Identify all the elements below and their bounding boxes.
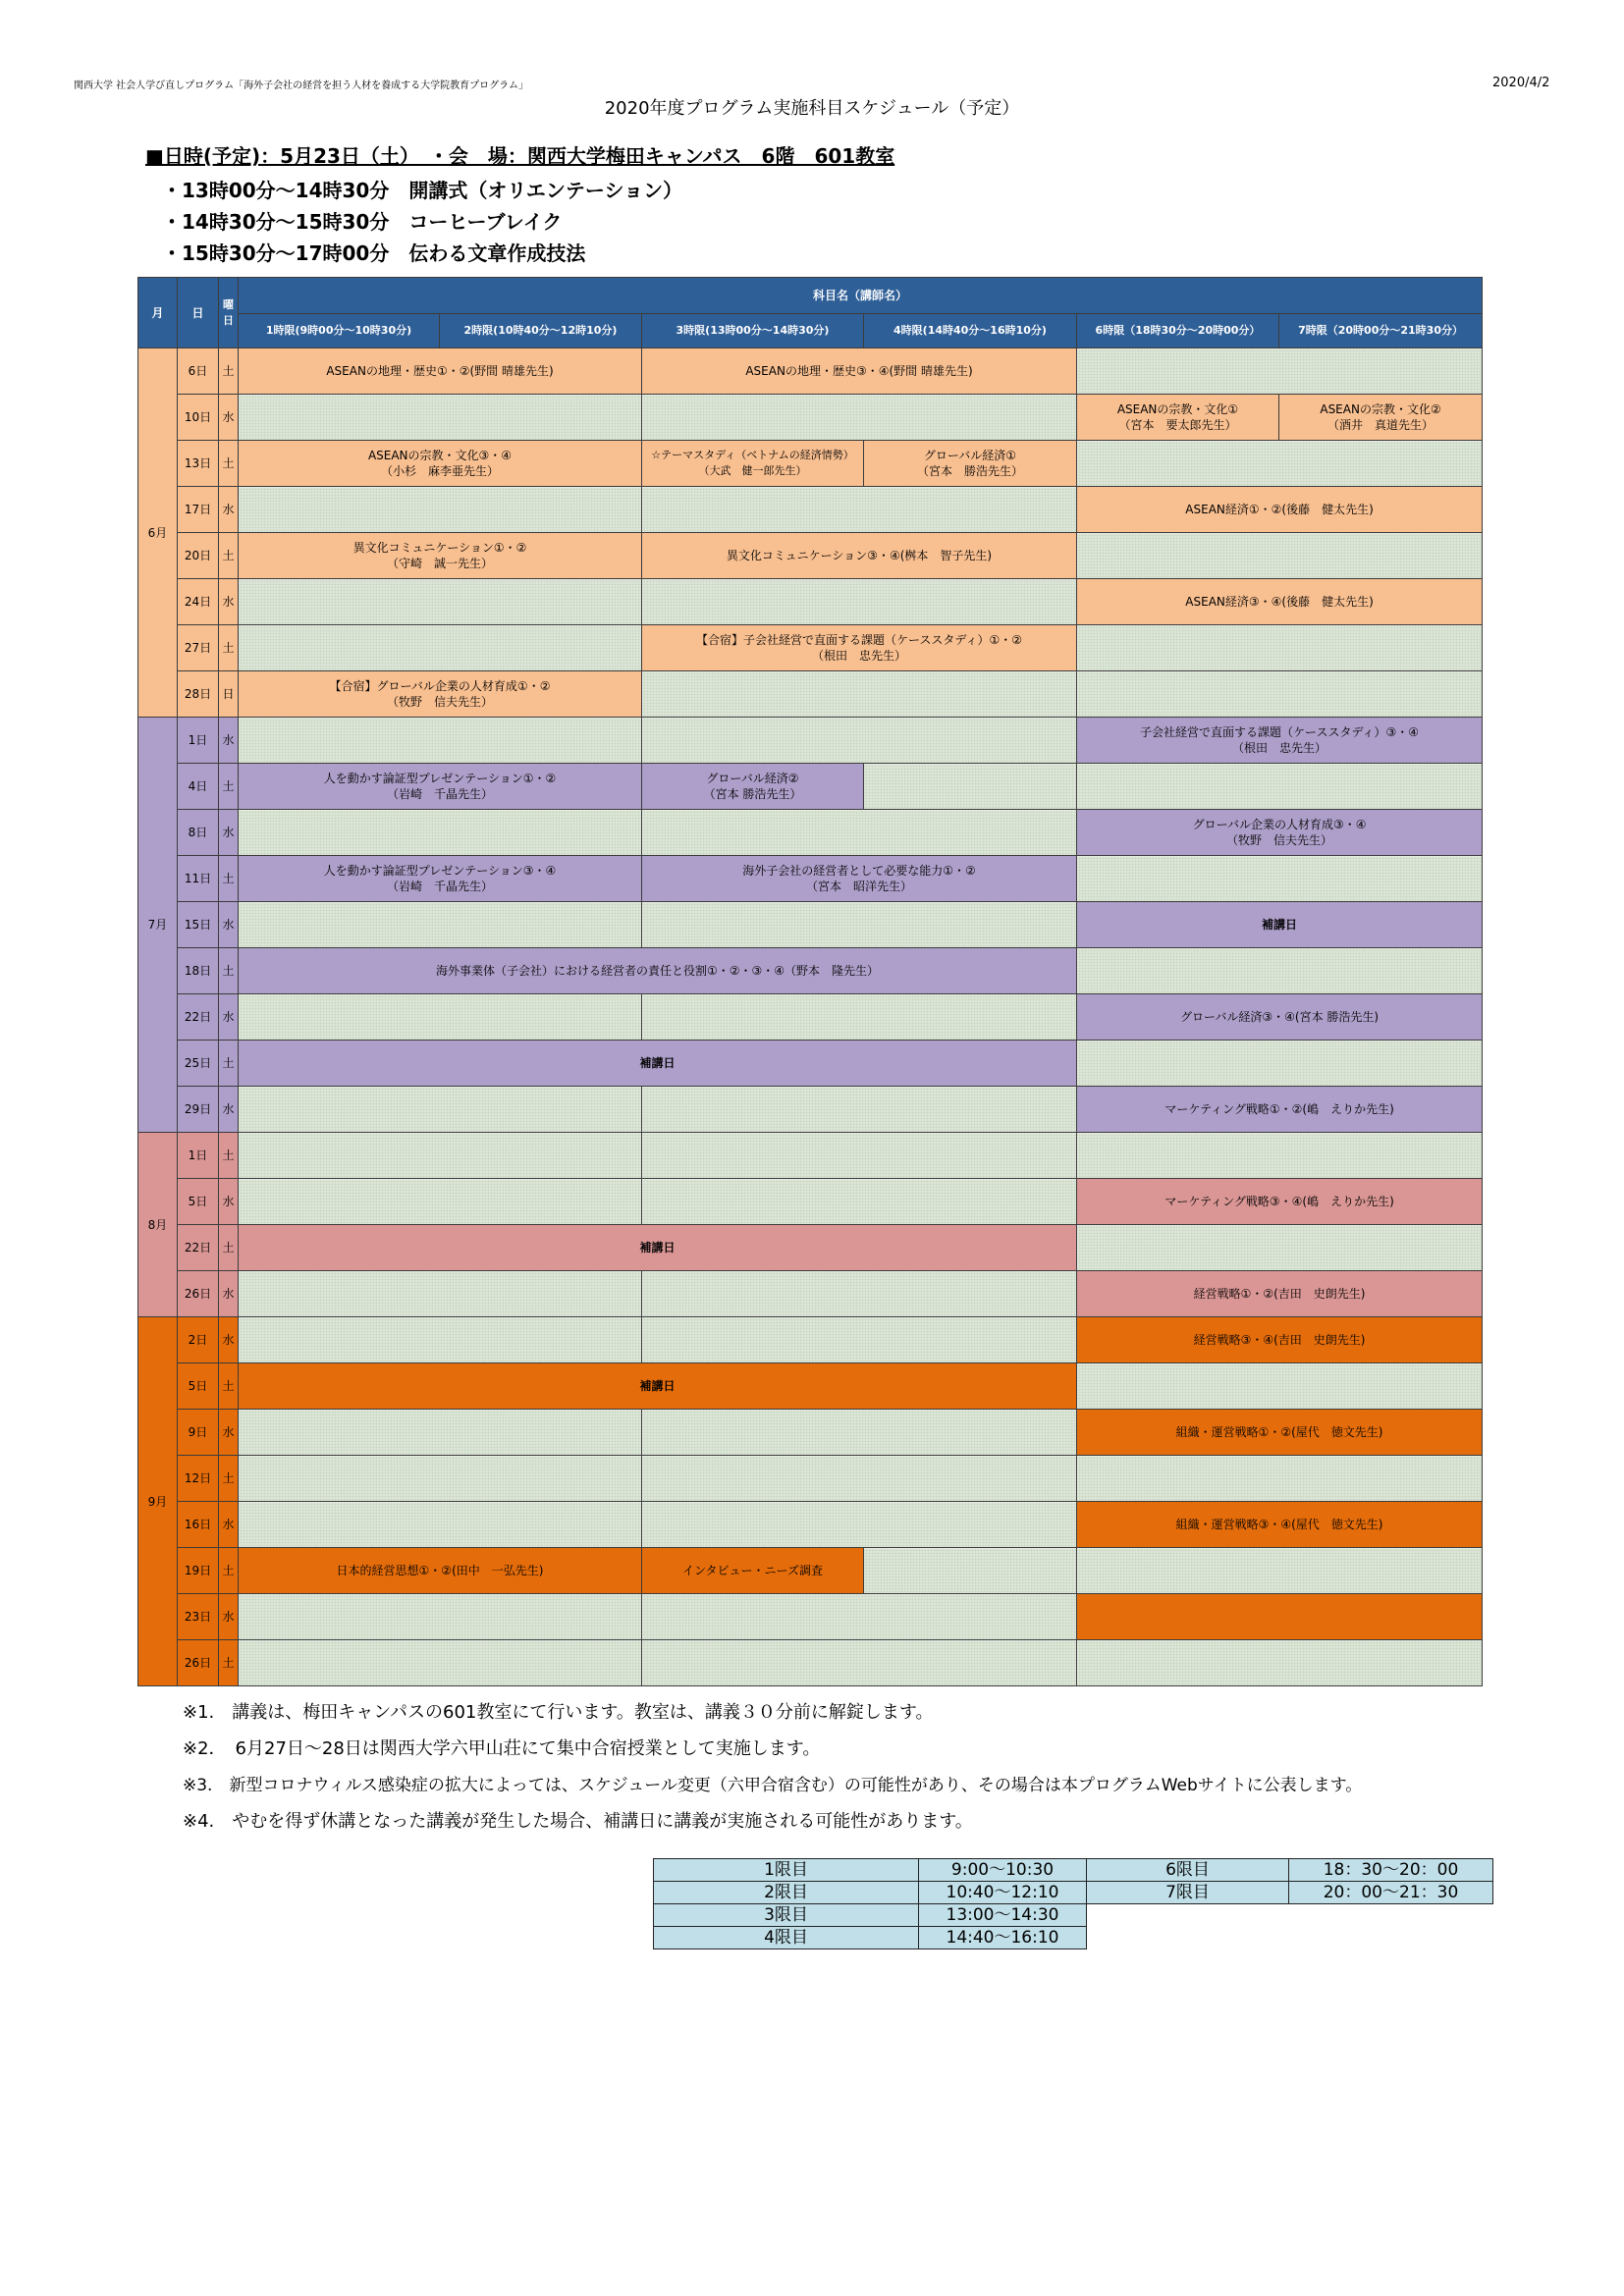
table-row [138, 810, 1483, 856]
weekday-cell: 土 [219, 1041, 239, 1087]
day-cell: 9日 [178, 1410, 219, 1456]
class-cell: ASEANの宗教・文化③・④ （小杉 麻李亜先生） [239, 441, 642, 487]
schedule-table [137, 277, 1483, 1686]
class-cell: 【合宿】子会社経営で直面する課題（ケーススタディ）①・② （根田 忠先生） [642, 625, 1077, 671]
class-cell: 海外事業体（子会社）における経営者の責任と役割①・②・③・④（野本 隆先生） [239, 948, 1077, 994]
table-row [138, 1410, 1483, 1456]
class-cell: 【合宿】グローバル企業の人材育成①・② （牧野 信夫先生） [239, 671, 642, 718]
weekday-cell: 水 [219, 810, 239, 856]
empty-slot [239, 1594, 642, 1640]
class-cell: 異文化コミュニケーション①・② （守崎 誠一先生） [239, 533, 642, 579]
weekday-cell: 水 [219, 902, 239, 948]
day-cell: 26日 [178, 1640, 219, 1686]
table-row [138, 1271, 1483, 1317]
weekday-cell: 水 [219, 1502, 239, 1548]
header-period-3: 3時限(13時00分～14時30分) [642, 314, 864, 348]
empty-slot [1077, 1133, 1483, 1179]
table-row [138, 856, 1483, 902]
empty-slot [1077, 1548, 1483, 1594]
header-day: 日 [178, 278, 219, 348]
empty-slot [642, 1456, 1077, 1502]
empty-slot [1077, 948, 1483, 994]
period-time: 14:40～16:10 [919, 1927, 1087, 1949]
table-row [138, 625, 1483, 671]
header-subject: 科目名（講師名） [239, 278, 1483, 314]
page-title: 2020年度プログラム実施科目スケジュール（予定） [604, 98, 1020, 119]
weekday-cell: 土 [219, 348, 239, 395]
empty-slot [1077, 1225, 1483, 1271]
empty-slot [1077, 1363, 1483, 1410]
day-cell: 8日 [178, 810, 219, 856]
month-july: 7月 [138, 718, 178, 1133]
month-september: 9月 [138, 1317, 178, 1686]
header-period-6: 6時限（18時30分～20時00分） [1077, 314, 1279, 348]
weekday-cell: 水 [219, 1410, 239, 1456]
class-cell: ASEANの地理・歴史③・④(野間 晴雄先生) [642, 348, 1077, 395]
class-cell: グローバル企業の人材育成③・④ （牧野 信夫先生） [1077, 810, 1483, 856]
empty-slot [239, 1640, 642, 1686]
class-cell: グローバル経済② （宮本 勝浩先生） [642, 764, 864, 810]
day-cell: 22日 [178, 994, 219, 1041]
table-row [138, 1133, 1483, 1179]
class-cell: 組織・運営戦略①・②(屋代 徳文先生) [1077, 1410, 1483, 1456]
day-cell: 1日 [178, 1133, 219, 1179]
period-label: 4限目 [654, 1927, 919, 1949]
program-name: 関西大学 社会人学び直しプログラム「海外子会社の経営を担う人材を養成する大学院教育プログラム」 [74, 80, 528, 91]
empty-slot [1077, 533, 1483, 579]
info-writing-session: ・15時30分～17時00分 伝わる文章作成技法 [162, 241, 586, 265]
class-cell: 海外子会社の経営者として必要な能力①・② （宮本 昭洋先生） [642, 856, 1077, 902]
period-label: 2限目 [654, 1882, 919, 1904]
class-cell: ASEANの宗教・文化② （酒井 真道先生） [1279, 395, 1483, 441]
empty-slot [642, 1179, 1077, 1225]
table-row [138, 1456, 1483, 1502]
class-cell: 経営戦略①・②(吉田 史朗先生) [1077, 1271, 1483, 1317]
class-cell: 子会社経営で直面する課題（ケーススタディ）③・④ （根田 忠先生） [1077, 718, 1483, 764]
weekday-cell: 水 [219, 1594, 239, 1640]
period-row [654, 1904, 1493, 1927]
weekday-cell: 土 [219, 1225, 239, 1271]
empty-slot [239, 810, 642, 856]
class-cell: ASEAN経済③・④(後藤 健太先生) [1077, 579, 1483, 625]
empty-slot [642, 902, 1077, 948]
period-label: 3限目 [654, 1904, 919, 1927]
table-row [138, 994, 1483, 1041]
day-cell: 1日 [178, 718, 219, 764]
day-cell: 26日 [178, 1271, 219, 1317]
empty-slot [642, 1502, 1077, 1548]
header-period-4: 4時限(14時40分～16時10分) [864, 314, 1077, 348]
makeup-day-cell: 補講日 [239, 1041, 1077, 1087]
class-cell: 人を動かす論証型プレゼンテーション③・④ （岩崎 千晶先生） [239, 856, 642, 902]
table-row [138, 671, 1483, 718]
empty-slot [1077, 1041, 1483, 1087]
class-cell: 組織・運営戦略③・④(屋代 徳文先生) [1077, 1502, 1483, 1548]
period-times-table [653, 1858, 1493, 1949]
day-cell: 28日 [178, 671, 219, 718]
weekday-cell: 水 [219, 1179, 239, 1225]
class-cell: グローバル経済③・④(宮本 勝浩先生) [1077, 994, 1483, 1041]
class-cell: マーケティング戦略①・②(嶋 えりか先生) [1077, 1087, 1483, 1133]
class-cell: 日本的経営思想①・②(田中 一弘先生) [239, 1548, 642, 1594]
empty-slot [1077, 671, 1483, 718]
day-cell: 19日 [178, 1548, 219, 1594]
empty-slot [642, 1410, 1077, 1456]
weekday-cell: 土 [219, 764, 239, 810]
table-row [138, 395, 1483, 441]
day-cell: 15日 [178, 902, 219, 948]
empty-slot [642, 1087, 1077, 1133]
weekday-cell: 土 [219, 533, 239, 579]
day-cell: 13日 [178, 441, 219, 487]
class-cell: ASEAN経済①・②(後藤 健太先生) [1077, 487, 1483, 533]
empty-slot [239, 1179, 642, 1225]
class-cell: 異文化コミュニケーション③・④(桝本 智子先生) [642, 533, 1077, 579]
table-row [138, 1225, 1483, 1271]
weekday-cell: 水 [219, 994, 239, 1041]
period-time: 18：30～20：00 [1289, 1859, 1493, 1882]
empty-slot [239, 1456, 642, 1502]
empty-slot [642, 1640, 1077, 1686]
header-period-2: 2時限(10時40分～12時10分) [440, 314, 642, 348]
day-cell: 29日 [178, 1087, 219, 1133]
empty-slot [642, 994, 1077, 1041]
weekday-cell: 土 [219, 1640, 239, 1686]
table-row [138, 579, 1483, 625]
period-time: 20：00～21：30 [1289, 1882, 1493, 1904]
weekday-cell: 土 [219, 1363, 239, 1410]
day-cell: 10日 [178, 395, 219, 441]
empty-slot [642, 1317, 1077, 1363]
table-row [138, 718, 1483, 764]
empty-slot [239, 1087, 642, 1133]
class-cell: ASEANの地理・歴史①・②(野間 晴雄先生) [239, 348, 642, 395]
table-row [138, 1363, 1483, 1410]
empty-slot [1077, 625, 1483, 671]
weekday-cell: 水 [219, 718, 239, 764]
empty-slot [239, 902, 642, 948]
weekday-cell: 水 [219, 1087, 239, 1133]
makeup-day-cell: 補講日 [239, 1363, 1077, 1410]
empty-slot [642, 671, 1077, 718]
empty-slot [239, 1502, 642, 1548]
day-cell: 27日 [178, 625, 219, 671]
empty-slot [642, 395, 1077, 441]
day-cell: 17日 [178, 487, 219, 533]
period-label: 7限目 [1087, 1882, 1289, 1904]
weekday-cell: 土 [219, 856, 239, 902]
day-cell: 2日 [178, 1317, 219, 1363]
empty-slot [642, 718, 1077, 764]
weekday-cell: 土 [219, 1456, 239, 1502]
empty-slot [239, 1133, 642, 1179]
table-row [138, 441, 1483, 487]
month-august: 8月 [138, 1133, 178, 1317]
table-row [138, 1502, 1483, 1548]
day-cell: 25日 [178, 1041, 219, 1087]
weekday-cell: 水 [219, 1317, 239, 1363]
table-row [138, 1179, 1483, 1225]
table-row [138, 1594, 1483, 1640]
day-cell: 5日 [178, 1179, 219, 1225]
empty-slot [864, 764, 1077, 810]
weekday-cell: 水 [219, 487, 239, 533]
reserved-slot [1077, 1594, 1483, 1640]
period-time: 9:00～10:30 [919, 1859, 1087, 1882]
header-month: 月 [138, 278, 178, 348]
makeup-day-cell: 補講日 [1077, 902, 1483, 948]
table-row [138, 348, 1483, 395]
table-row [138, 1317, 1483, 1363]
class-cell: マーケティング戦略③・④(嶋 えりか先生) [1077, 1179, 1483, 1225]
day-cell: 4日 [178, 764, 219, 810]
note-3: ※3. 新型コロナウィルス感染症の拡大によっては、スケジュール変更（六甲合宿含む）の可能性があり、その場合は本プログラムWebサイトに公表します。 [183, 1776, 1363, 1795]
empty-slot [1077, 441, 1483, 487]
empty-slot [239, 1410, 642, 1456]
makeup-day-cell: 補講日 [239, 1225, 1077, 1271]
month-june: 6月 [138, 348, 178, 718]
weekday-cell: 水 [219, 579, 239, 625]
empty-slot [239, 487, 642, 533]
table-row [138, 1640, 1483, 1686]
document-date: 2020/4/2 [1492, 76, 1550, 90]
table-row [138, 764, 1483, 810]
empty-slot [1077, 1456, 1483, 1502]
weekday-cell: 水 [219, 1271, 239, 1317]
class-cell: インタビュー・ニーズ調査 [642, 1548, 864, 1594]
header-period-7: 7時限（20時00分～21時30分） [1279, 314, 1483, 348]
day-cell: 18日 [178, 948, 219, 994]
day-cell: 12日 [178, 1456, 219, 1502]
table-row [138, 1041, 1483, 1087]
empty-slot [642, 1594, 1077, 1640]
empty-slot [239, 1317, 642, 1363]
empty-slot [642, 487, 1077, 533]
empty-slot [642, 1133, 1077, 1179]
weekday-cell: 土 [219, 625, 239, 671]
table-row [138, 487, 1483, 533]
class-cell: 経営戦略③・④(吉田 史朗先生) [1077, 1317, 1483, 1363]
info-coffee-break: ・14時30分～15時30分 コーヒーブレイク [162, 210, 563, 234]
table-row [138, 948, 1483, 994]
day-cell: 24日 [178, 579, 219, 625]
class-cell: ASEANの宗教・文化① （宮本 要太郎先生） [1077, 395, 1279, 441]
weekday-cell: 水 [219, 395, 239, 441]
day-cell: 22日 [178, 1225, 219, 1271]
day-cell: 11日 [178, 856, 219, 902]
blank-cell [1087, 1904, 1493, 1927]
empty-slot [239, 1271, 642, 1317]
empty-slot [239, 579, 642, 625]
notes [183, 1698, 1362, 1843]
header-weekday: 曜日 [219, 278, 239, 348]
weekday-cell: 土 [219, 948, 239, 994]
empty-slot [1077, 348, 1483, 395]
empty-slot [1077, 856, 1483, 902]
info-opening: ・13時00分～14時30分 開講式（オリエンテーション） [162, 179, 683, 202]
table-header-row [138, 278, 1483, 314]
table-row [138, 902, 1483, 948]
header-period-1: 1時限(9時00分～10時30分) [239, 314, 440, 348]
note-4: ※4. やむを得ず休講となった講義が発生した場合、補講日に講義が実施される可能性があります。 [183, 1811, 973, 1832]
empty-slot [1077, 764, 1483, 810]
empty-slot [642, 810, 1077, 856]
table-row [138, 1548, 1483, 1594]
period-label: 6限目 [1087, 1859, 1289, 1882]
table-row [138, 533, 1483, 579]
day-cell: 6日 [178, 348, 219, 395]
period-row [654, 1859, 1493, 1882]
day-cell: 23日 [178, 1594, 219, 1640]
weekday-cell: 土 [219, 441, 239, 487]
period-label: 1限目 [654, 1859, 919, 1882]
class-cell: ☆テーマスタディ（ベトナムの経済情勢） （大武 健一郎先生） [642, 441, 864, 487]
period-row [654, 1927, 1493, 1949]
empty-slot [239, 395, 642, 441]
weekday-cell: 日 [219, 671, 239, 718]
day-cell: 16日 [178, 1502, 219, 1548]
day-cell: 5日 [178, 1363, 219, 1410]
period-time: 10:40～12:10 [919, 1882, 1087, 1904]
blank-cell [1087, 1927, 1493, 1949]
empty-slot [239, 718, 642, 764]
note-2: ※2． 6月27日～28日は関西大学六甲山荘にて集中合宿授業として実施します。 [183, 1738, 821, 1759]
day-cell: 20日 [178, 533, 219, 579]
weekday-cell: 土 [219, 1133, 239, 1179]
table-period-row [138, 314, 1483, 348]
empty-slot [239, 994, 642, 1041]
class-cell: 人を動かす論証型プレゼンテーション①・② （岩崎 千晶先生） [239, 764, 642, 810]
note-1: ※1. 講義は、梅田キャンパスの601教室にて行います。教室は、講義３０分前に解錠します。 [183, 1702, 934, 1723]
empty-slot [642, 1271, 1077, 1317]
period-row [654, 1882, 1493, 1904]
info-date-venue: ■日時(予定)：5月23日（土） ・会 場：関西大学梅田キャンパス 6階 601教室 [145, 144, 895, 168]
table-row [138, 1087, 1483, 1133]
empty-slot [642, 579, 1077, 625]
period-time: 13:00～14:30 [919, 1904, 1087, 1927]
empty-slot [239, 625, 642, 671]
empty-slot [1077, 1640, 1483, 1686]
empty-slot [864, 1548, 1077, 1594]
class-cell: グローバル経済① （宮本 勝浩先生） [864, 441, 1077, 487]
weekday-cell: 土 [219, 1548, 239, 1594]
